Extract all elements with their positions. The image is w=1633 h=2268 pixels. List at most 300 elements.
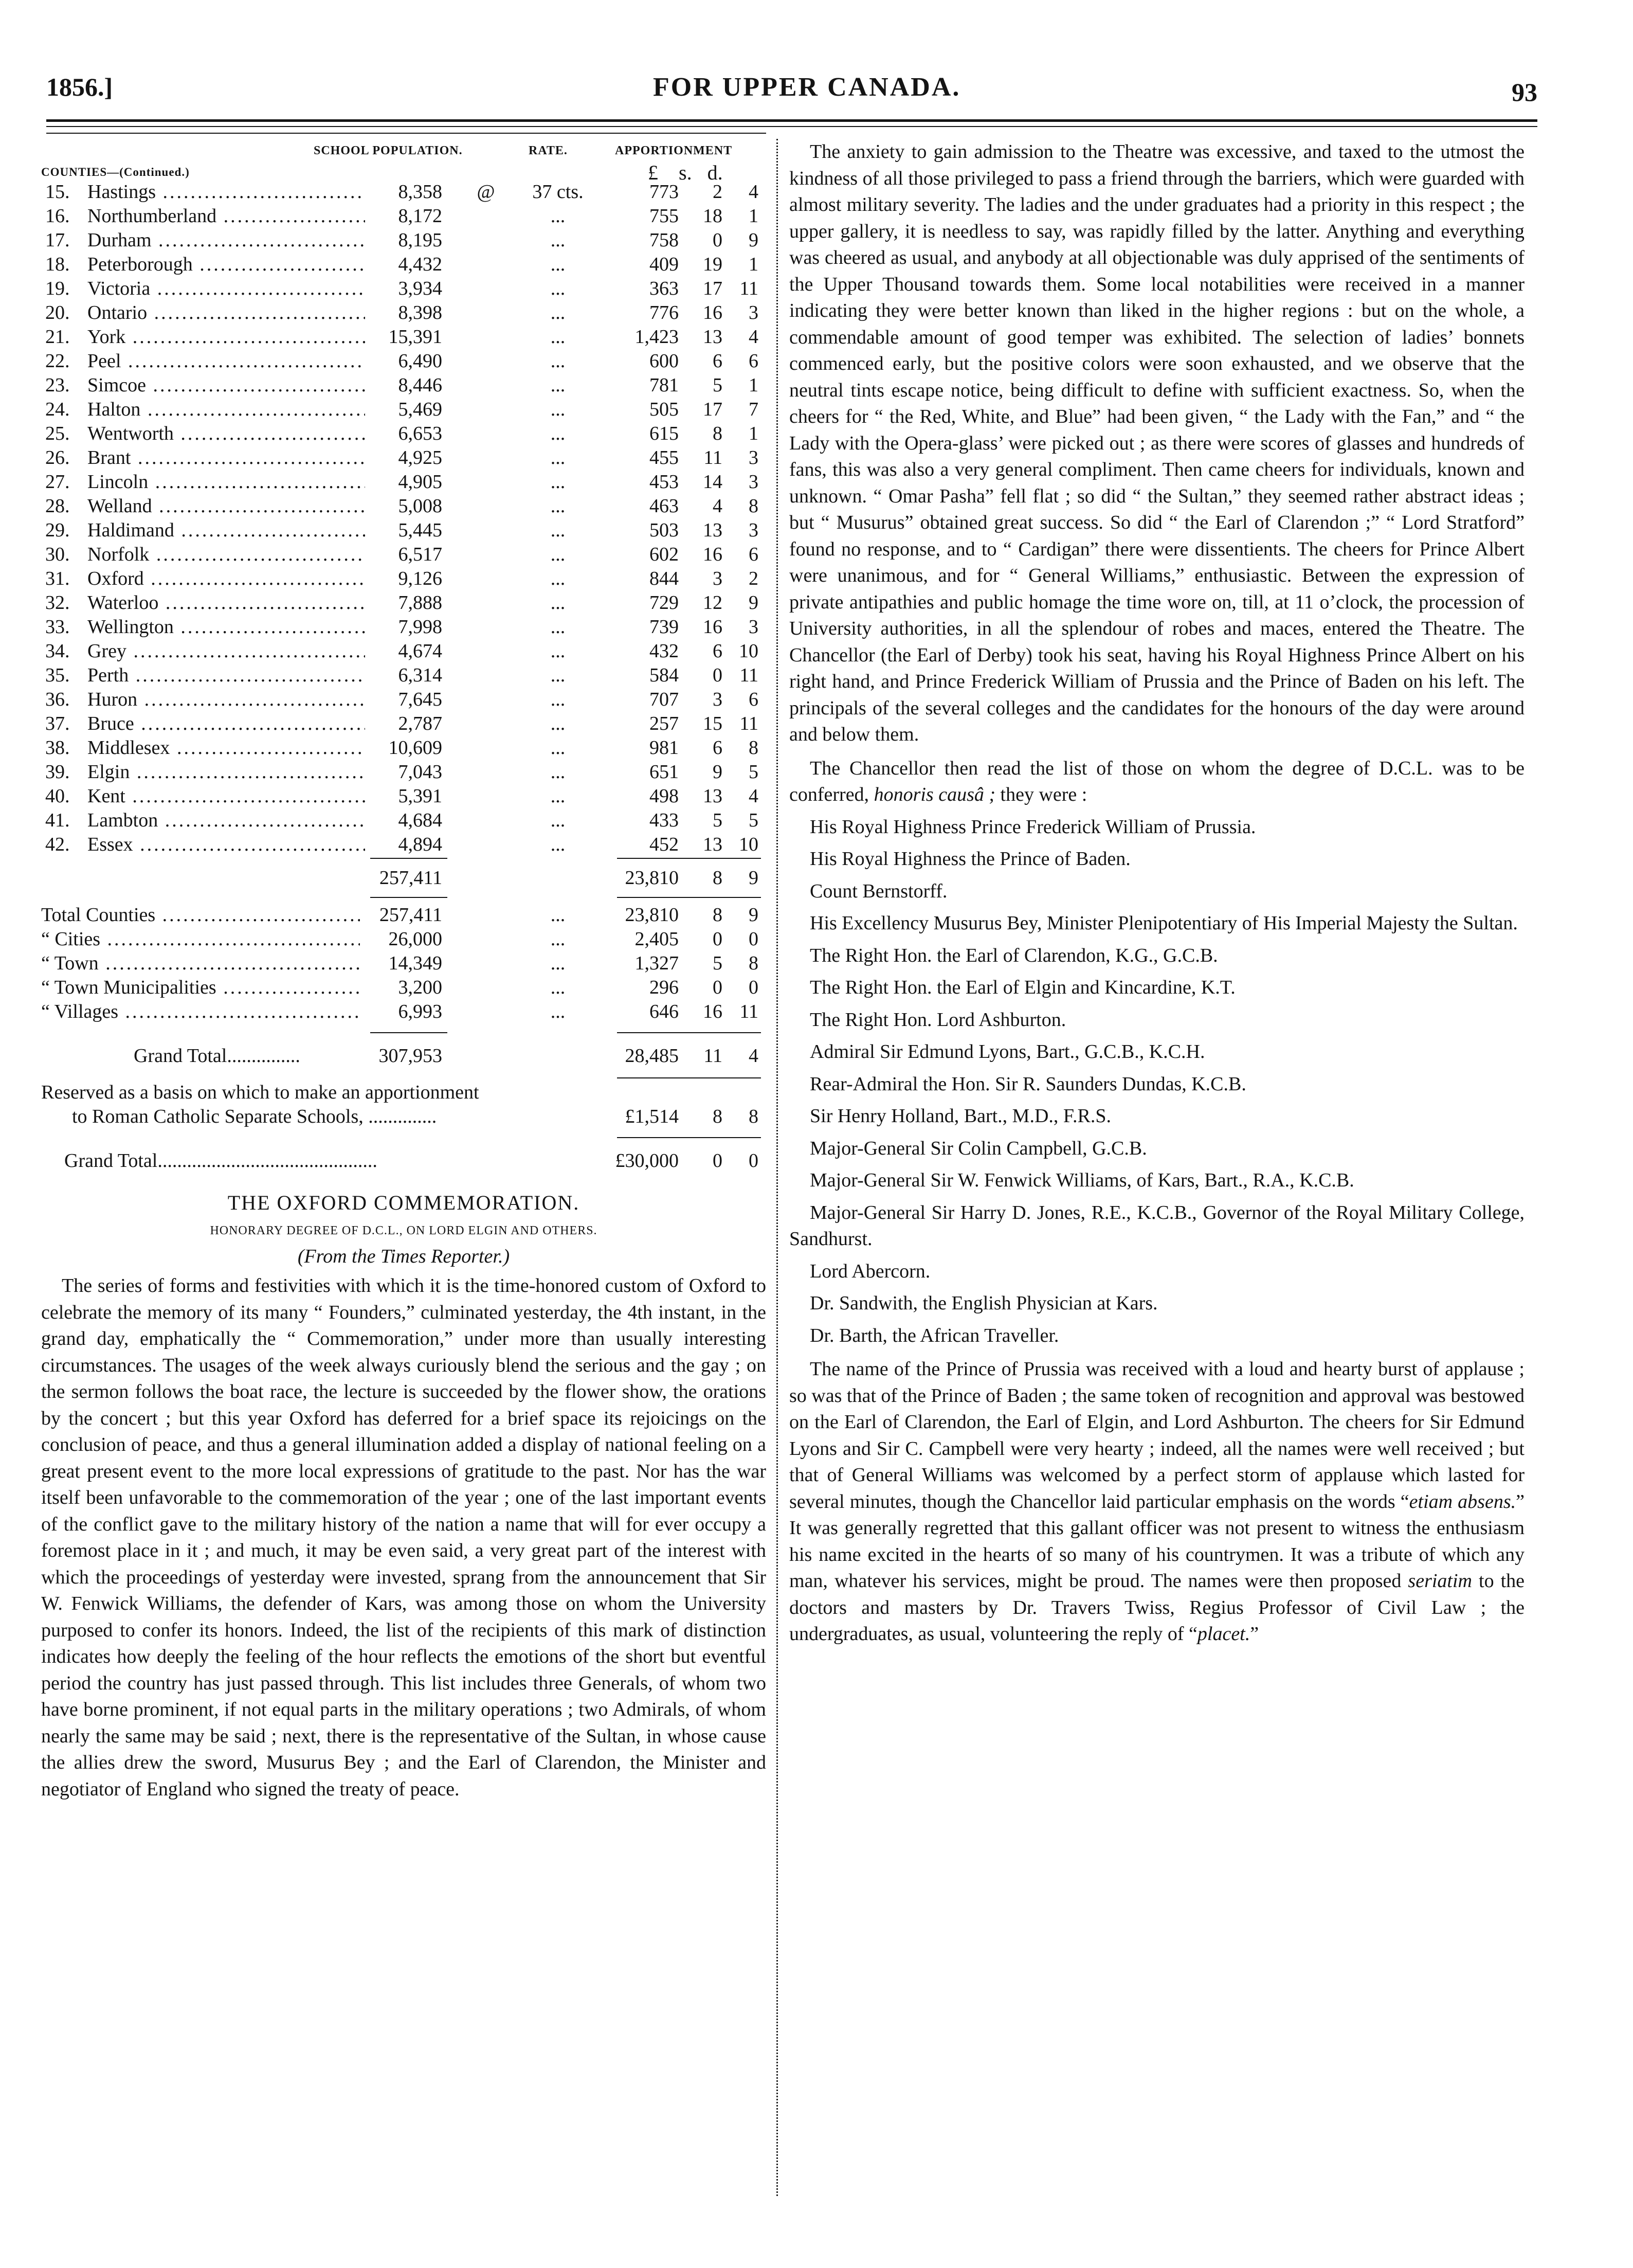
county-rate: ... xyxy=(550,592,566,614)
recipient-item: His Excellency Musurus Bey, Minister Plenipotentiary of His Imperial Majesty the Sultan. xyxy=(810,912,1518,934)
county-shillings: 16 xyxy=(703,302,722,323)
county-pence: 3 xyxy=(749,447,758,469)
recipient-item: His Royal Highness Prince Frederick William of Prussia. xyxy=(810,816,1256,838)
county-population: 5,391 xyxy=(398,785,442,807)
county-number: 40. xyxy=(45,785,70,807)
table-row xyxy=(41,615,766,639)
county-name: Durham ..... xyxy=(87,228,365,253)
total-rate: ... xyxy=(550,1001,566,1022)
county-name: Welland ..... xyxy=(87,494,365,518)
county-rate: ... xyxy=(550,544,566,565)
county-pounds: 433 xyxy=(649,809,679,831)
recipient-item: The Right Hon. the Earl of Elgin and Kincardine, K.T. xyxy=(810,977,1236,998)
county-name: Huron ..... xyxy=(87,688,365,712)
county-table xyxy=(41,180,766,857)
county-shillings: 17 xyxy=(703,399,722,420)
county-population: 2,787 xyxy=(398,713,442,734)
county-pence: 9 xyxy=(749,592,758,614)
county-rate: ... xyxy=(550,761,566,783)
county-name: Grey ..... xyxy=(87,639,365,663)
county-pounds: 739 xyxy=(649,616,679,638)
county-number: 19. xyxy=(45,278,70,299)
reserved-shillings: 8 xyxy=(713,1106,722,1127)
section-label: COUNTIES—(Continued.) xyxy=(41,166,190,178)
page-number: 93 xyxy=(1512,78,1537,106)
total-name: Total Counties ..... xyxy=(41,903,360,927)
total-rate: ... xyxy=(550,904,566,926)
total-shillings: 0 xyxy=(713,977,722,998)
county-name: Lincoln ..... xyxy=(87,470,365,494)
county-name: Ontario ..... xyxy=(87,301,365,325)
table-row xyxy=(41,349,766,373)
county-number: 30. xyxy=(45,544,70,565)
county-rate: ... xyxy=(550,399,566,420)
reception-text-a: The name of the Prince of Prussia was received with a loud and hearty burst of applause ; so was that of the Prince of Baden ; the same token of recognition and approval was bestowed on the Earl of Clarendon, the Earl of Elgin, and Lord Ashburton. The cheers for Sir Edmund Lyons and Sir C. Campbell were very hearty ; indeed, all the names were well received ; but that of General Williams was welcomed by a perfect storm of applause which lasted for several minutes, though the Chancellor laid particular emphasis on the words “ xyxy=(789,1358,1525,1513)
table-row xyxy=(41,808,766,833)
county-rate: 37 cts. xyxy=(532,181,584,203)
county-number: 33. xyxy=(45,616,70,638)
paragraph-theatre: The anxiety to gain admission to the Theatre was excessive, and taxed to the utmost the kindness of all those privileged to pass a friend through the barriers, which were guarded with almost military severity. The ladies and the under graduates had a priority in this respect ; the upper gallery, it is needless to say, was rapidly filled by the latter. Anything and everything was cheered as usual, and anybody at all objectionable was duly apprised of the sentiments of the Upper Thousand towards them. Some local notabilities were received in a manner indicating they were better known than liked in the higher regions : but on the whole, a commendable amount of good temper was exhibited. The selection of ladies’ bonnets commenced early, but the positive colors were soon exhausted, and we observe that the neutral tints escape notice, being difficult to define with sufficient exactness. So, when the cheers for “ the Red, White, and Blue” had been given, “ the Lady with the Fan,” and “ the Lady with the Opera-glass’ were picked out ; as there were scores of glasses and hundreds of fans, this was also a very general compliment. Then came cheers for individuals, known and unknown. “ Omar Pasha” fell flat ; so did “ the Sultan,” they seemed rather abstract ideas ; but “ Musurus” obtained great success. So did “ the Earl of Clarendon ;” “ Lord Stratford” found no response, and to “ Cardigan” there were dissentients. The cheers for Prince Albert were unanimous, and for “ General Williams,” enthusiastic. Between the expression of private antipathies and public homage the time wore on, till, at 11 o’clock, the procession of University authorities, in all the splendour of robes and maces, entered the Theatre. The Chancellor (the Earl of Derby) took his seat, having his Royal Highness Prince Albert on his right hand, and Prince Frederick William of Prussia and the Prince of Baden on his left. The principals of the several colleges and the candidates for the honours of the day were around and below them. xyxy=(789,141,1525,745)
county-shillings: 5 xyxy=(713,374,722,396)
total-name: “ Villages ..... xyxy=(41,1000,360,1024)
county-name: Brant ..... xyxy=(87,446,365,470)
county-population: 6,314 xyxy=(398,664,442,686)
county-rate: ... xyxy=(550,689,566,710)
county-name: Hastings ..... xyxy=(87,180,365,204)
county-pounds: 600 xyxy=(649,350,679,372)
subtotal-bottom-rule xyxy=(41,896,766,900)
header-rule-thin xyxy=(46,126,1537,127)
county-population: 7,645 xyxy=(398,689,442,710)
subtotal-shillings: 8 xyxy=(713,867,722,889)
total-shillings: 8 xyxy=(713,904,722,926)
county-rate: ... xyxy=(550,326,566,348)
county-shillings: 4 xyxy=(713,495,722,517)
county-name: Northumberland ..... xyxy=(87,204,365,228)
final-grand-total-pounds: £30,000 xyxy=(615,1150,679,1172)
reserved-rule xyxy=(41,1076,766,1081)
subtotal-pop: 257,411 xyxy=(379,867,442,889)
county-pence: 11 xyxy=(739,664,758,686)
county-pence: 10 xyxy=(739,834,758,855)
county-rate: ... xyxy=(550,664,566,686)
county-number: 23. xyxy=(45,374,70,396)
county-population: 7,998 xyxy=(398,616,442,638)
table-row xyxy=(41,833,766,857)
table-column-headers xyxy=(41,139,766,184)
county-number: 35. xyxy=(45,664,70,686)
county-shillings: 13 xyxy=(703,834,722,855)
total-row xyxy=(41,927,766,951)
article-body: The series of forms and festivities with which it is the time-honored custom of Oxford to celebrate the memory of its many “ Founders,” culminated yesterday, the 4th instant, in the grand day, emphatically the “ Commemoration,” under more than usually interesting circumstances. The usages of the week always curiously blend the serious and the gay ; on the sermon follows the boat race, the lecture is succeeded by the flower show, the orations by the concert ; but this year Oxford has deferred for a brief space its rejoicings on the conclusion of peace, and thus a general illumination added a display of national feeling on a great present event to the more local expressions of gratitude to the past. Nor has the war itself been unfavorable to the commemoration of the year ; one of the last important events of the conflict gave to the military history of the nation a name that will for ever occupy a foremost place in it ; and much, it may be even said, a very great part of the interest with which the proceedings of yesterday were invested, sprang from the announcement that Sir W. Fenwick Williams, the defender of Kars, was among those on whom the University purposed to confer its honors. Indeed, the list of the recipients of this mark of distinction indicates how deeply the feeling of the hour reflects the emotions of the short but eventful period the country has just passed through. This list includes three Generals, of whom two have borne prominent, if not equal parts in the military operations ; two Admirals, of whom nearly the same may be said ; next, there is the representative of the Sultan, in whose cause the allies drew the sword, Musurus Bey ; and the Earl of Clarendon, the Minister and negotiator of England who signed the treaty of peace. xyxy=(41,1275,766,1800)
total-population: 6,993 xyxy=(398,1001,442,1022)
county-population: 8,398 xyxy=(398,302,442,323)
county-population: 4,894 xyxy=(398,834,442,855)
table-row xyxy=(41,543,766,567)
total-pence: 11 xyxy=(739,1001,758,1022)
table-row xyxy=(41,736,766,760)
county-pounds: 615 xyxy=(649,423,679,444)
total-pence: 8 xyxy=(749,952,758,974)
total-pounds: 1,327 xyxy=(634,952,679,974)
total-row xyxy=(41,1000,766,1024)
reserved-pence: 8 xyxy=(749,1106,758,1127)
table-row xyxy=(41,325,766,349)
table-row xyxy=(41,446,766,470)
county-name: Haldimand ..... xyxy=(87,518,365,543)
county-shillings: 6 xyxy=(713,737,722,759)
county-population: 5,008 xyxy=(398,495,442,517)
rate-at-sign: @ xyxy=(477,181,495,203)
county-pence: 3 xyxy=(749,471,758,493)
header-title: FOR UPPER CANADA. xyxy=(653,73,961,102)
county-number: 20. xyxy=(45,302,70,323)
article-source: (From the Times Reporter.) xyxy=(297,1246,510,1267)
total-pounds: 23,810 xyxy=(625,904,679,926)
reserved-line1: Reserved as a basis on which to make an apportionment xyxy=(41,1082,479,1103)
county-pence: 7 xyxy=(749,399,758,420)
county-population: 6,490 xyxy=(398,350,442,372)
county-shillings: 5 xyxy=(713,809,722,831)
grand-total-label: Grand Total............... xyxy=(134,1045,300,1067)
county-pence: 1 xyxy=(749,205,758,227)
county-rate: ... xyxy=(550,568,566,589)
table-row xyxy=(41,228,766,253)
county-pounds: 602 xyxy=(649,544,679,565)
county-population: 4,905 xyxy=(398,471,442,493)
county-number: 28. xyxy=(45,495,70,517)
county-number: 22. xyxy=(45,350,70,372)
county-pounds: 432 xyxy=(649,640,679,662)
county-population: 8,172 xyxy=(398,205,442,227)
county-population: 8,195 xyxy=(398,229,442,251)
county-rate: ... xyxy=(550,834,566,855)
county-shillings: 12 xyxy=(703,592,722,614)
county-name: Halton ..... xyxy=(87,398,365,422)
total-pence: 9 xyxy=(749,904,758,926)
recipient-item: Count Bernstorff. xyxy=(810,880,948,902)
total-rate: ... xyxy=(550,977,566,998)
county-population: 7,043 xyxy=(398,761,442,783)
paragraph-chancellor xyxy=(789,755,1525,808)
chancellor-italic: honoris causâ ; xyxy=(874,784,996,805)
table-row xyxy=(41,688,766,712)
county-population: 5,469 xyxy=(398,399,442,420)
article-title: THE OXFORD COMMEMORATION. xyxy=(227,1191,580,1214)
county-pounds: 409 xyxy=(649,254,679,275)
county-rate: ... xyxy=(550,785,566,807)
reception-text-b: ” It was generally regretted that this gallant officer was not present to witness the enthusiasm his name excited in the hearts of so many of his countrymen. It was a tribute of which any man, whatever his services, might be proud. The names were then proposed xyxy=(789,1490,1525,1592)
header-rule xyxy=(46,119,1537,122)
table-row xyxy=(41,253,766,277)
total-population: 26,000 xyxy=(388,928,442,950)
county-pounds: 755 xyxy=(649,205,679,227)
county-population: 9,126 xyxy=(398,568,442,589)
county-pounds: 452 xyxy=(649,834,679,855)
county-pence: 1 xyxy=(749,423,758,444)
county-population: 7,888 xyxy=(398,592,442,614)
county-rate: ... xyxy=(550,713,566,734)
grand-total-pounds: 28,485 xyxy=(625,1045,679,1067)
county-number: 24. xyxy=(45,399,70,420)
chancellor-text-a: The Chancellor then read the list of those on whom the degree of D.C.L. was to be conferred, xyxy=(789,757,1525,805)
county-number: 26. xyxy=(45,447,70,469)
county-number: 31. xyxy=(45,568,70,589)
county-number: 41. xyxy=(45,809,70,831)
county-name: Elgin ..... xyxy=(87,760,365,784)
reserved-pounds: £1,514 xyxy=(625,1106,679,1127)
recipient-item: The Right Hon. the Earl of Clarendon, K.G., G.C.B. xyxy=(810,944,1218,966)
county-population: 5,445 xyxy=(398,519,442,541)
paragraph-reception xyxy=(789,1356,1525,1648)
county-shillings: 19 xyxy=(703,254,722,275)
county-pounds: 844 xyxy=(649,568,679,589)
final-grand-total-shillings: 0 xyxy=(713,1150,722,1172)
county-pounds: 651 xyxy=(649,761,679,783)
total-pounds: 646 xyxy=(649,1001,679,1022)
left-column xyxy=(41,139,766,1822)
county-name: Peel ..... xyxy=(87,349,365,373)
col-header-rate: RATE. xyxy=(529,144,568,157)
county-pounds: 498 xyxy=(649,785,679,807)
county-population: 6,653 xyxy=(398,423,442,444)
county-rate: ... xyxy=(550,350,566,372)
reception-text-d: ” xyxy=(1250,1623,1259,1645)
running-header xyxy=(46,72,1537,118)
county-population: 4,684 xyxy=(398,809,442,831)
table-top-rule xyxy=(46,133,766,134)
county-name: Essex ..... xyxy=(87,833,365,857)
county-shillings: 9 xyxy=(713,761,722,783)
county-number: 29. xyxy=(45,519,70,541)
table-row xyxy=(41,398,766,422)
county-number: 42. xyxy=(45,834,70,855)
county-pounds: 1,423 xyxy=(634,326,679,348)
recipient-item: Major-General Sir Harry D. Jones, R.E., K.C.B., Governor of the Royal Military College, Sandhurst. xyxy=(789,1201,1525,1250)
total-shillings: 5 xyxy=(713,952,722,974)
right-column xyxy=(789,139,1525,1648)
county-rate: ... xyxy=(550,374,566,396)
table-row xyxy=(41,567,766,591)
county-pence: 8 xyxy=(749,737,758,759)
recipient-item: Dr. Sandwith, the English Physician at Kars. xyxy=(810,1292,1158,1314)
county-rate: ... xyxy=(550,254,566,275)
county-shillings: 0 xyxy=(713,229,722,251)
total-pence: 0 xyxy=(749,977,758,998)
county-shillings: 13 xyxy=(703,785,722,807)
county-rate: ... xyxy=(550,302,566,323)
grand-total-shillings: 11 xyxy=(703,1045,722,1067)
county-pounds: 776 xyxy=(649,302,679,323)
county-rate: ... xyxy=(550,447,566,469)
table-row xyxy=(41,663,766,688)
table-row xyxy=(41,760,766,784)
county-rate: ... xyxy=(550,471,566,493)
total-row xyxy=(41,903,766,927)
county-name: Oxford ..... xyxy=(87,567,365,591)
county-shillings: 3 xyxy=(713,689,722,710)
county-name: York ..... xyxy=(87,325,365,349)
table-row xyxy=(41,204,766,228)
header-year: 1856.] xyxy=(46,73,113,101)
county-number: 16. xyxy=(45,205,70,227)
table-row xyxy=(41,470,766,494)
county-pounds: 463 xyxy=(649,495,679,517)
county-pence: 3 xyxy=(749,302,758,323)
county-number: 32. xyxy=(45,592,70,614)
grand-total-row xyxy=(41,1035,766,1076)
county-pounds: 781 xyxy=(649,374,679,396)
recipient-item: His Royal Highness the Prince of Baden. xyxy=(810,848,1131,870)
county-pounds: 758 xyxy=(649,229,679,251)
subtotal-pence: 9 xyxy=(749,867,758,889)
county-number: 15. xyxy=(45,181,70,203)
county-population: 4,925 xyxy=(398,447,442,469)
table-row xyxy=(41,180,766,204)
reception-italic-3: placet. xyxy=(1197,1623,1250,1645)
county-rate: ... xyxy=(550,423,566,444)
county-pence: 11 xyxy=(739,278,758,299)
table-row xyxy=(41,712,766,736)
county-name: Perth ..... xyxy=(87,663,365,688)
reception-italic-1: etiam absens. xyxy=(1409,1490,1516,1513)
table-row xyxy=(41,591,766,615)
county-name: Simcoe ..... xyxy=(87,373,365,398)
county-population: 10,609 xyxy=(388,737,442,759)
total-population: 14,349 xyxy=(388,952,442,974)
county-pence: 5 xyxy=(749,761,758,783)
table-row xyxy=(41,301,766,325)
final-grand-total-label: Grand Total............................................. xyxy=(64,1150,377,1172)
county-name: Bruce ..... xyxy=(87,712,365,736)
county-name: Lambton ..... xyxy=(87,808,365,833)
total-shillings: 16 xyxy=(703,1001,722,1022)
table-row xyxy=(41,518,766,543)
county-pounds: 707 xyxy=(649,689,679,710)
county-pence: 6 xyxy=(749,689,758,710)
county-pence: 6 xyxy=(749,350,758,372)
county-pence: 11 xyxy=(739,713,758,734)
county-shillings: 18 xyxy=(703,205,722,227)
county-pounds: 981 xyxy=(649,737,679,759)
article-subtitle: HONORARY DEGREE OF D.C.L., ON LORD ELGIN AND OTHERS. xyxy=(210,1224,597,1237)
county-rate: ... xyxy=(550,495,566,517)
county-population: 8,358 xyxy=(398,181,442,203)
county-number: 36. xyxy=(45,689,70,710)
recipients-list xyxy=(789,814,1525,1349)
county-number: 17. xyxy=(45,229,70,251)
county-rate: ... xyxy=(550,616,566,638)
reserved-text: to Roman Catholic Separate Schools, .............. xyxy=(72,1106,437,1127)
reception-text-c: to the doctors and masters by Dr. Travers Twiss, Regius Professor of Civil Law ; the undergraduates, as usual, volunteering the reply of “ xyxy=(789,1570,1525,1645)
reserved-line2 xyxy=(41,1105,766,1129)
county-shillings: 13 xyxy=(703,326,722,348)
recipient-item: Major-General Sir Colin Campbell, G.C.B. xyxy=(810,1137,1147,1159)
county-population: 6,517 xyxy=(398,544,442,565)
county-rate: ... xyxy=(550,205,566,227)
county-pounds: 257 xyxy=(649,713,679,734)
county-rate: ... xyxy=(550,229,566,251)
county-pence: 1 xyxy=(749,254,758,275)
recipient-item: Rear-Admiral the Hon. Sir R. Saunders Dundas, K.C.B. xyxy=(810,1073,1246,1095)
county-pounds: 584 xyxy=(649,664,679,686)
county-number: 18. xyxy=(45,254,70,275)
total-rate: ... xyxy=(550,952,566,974)
column-divider xyxy=(776,139,778,2196)
chancellor-text-b: they were : xyxy=(1000,784,1087,805)
recipient-item: Lord Abercorn. xyxy=(810,1260,931,1282)
county-pence: 2 xyxy=(749,568,758,589)
county-shillings: 8 xyxy=(713,423,722,444)
county-shillings: 13 xyxy=(703,519,722,541)
county-shillings: 14 xyxy=(703,471,722,493)
county-name: Victoria ..... xyxy=(87,277,365,301)
total-name: “ Town Municipalities ..... xyxy=(41,976,360,1000)
county-pounds: 363 xyxy=(649,278,679,299)
county-pence: 3 xyxy=(749,519,758,541)
county-population: 15,391 xyxy=(388,326,442,348)
county-population: 8,446 xyxy=(398,374,442,396)
county-shillings: 0 xyxy=(713,664,722,686)
county-name: Wellington ..... xyxy=(87,615,365,639)
county-pence: 9 xyxy=(749,229,758,251)
col-header-lsd: £ s. d. xyxy=(648,161,723,184)
table-row xyxy=(41,639,766,663)
recipient-item: Major-General Sir W. Fenwick Williams, of Kars, Bart., R.A., K.C.B. xyxy=(810,1169,1354,1191)
reserved-block xyxy=(41,1081,766,1129)
final-total-rule xyxy=(41,1136,766,1140)
county-pounds: 773 xyxy=(649,181,679,203)
table-row xyxy=(41,494,766,518)
grand-total-rule xyxy=(41,1031,766,1035)
recipient-item: Admiral Sir Edmund Lyons, Bart., G.C.B., K.C.H. xyxy=(810,1041,1205,1063)
totals-table xyxy=(41,903,766,1024)
county-name: Waterloo ..... xyxy=(87,591,365,615)
table-row xyxy=(41,784,766,808)
county-shillings: 16 xyxy=(703,616,722,638)
col-header-apportionment: APPORTIONMENT xyxy=(615,144,733,157)
county-name: Wentworth ..... xyxy=(87,422,365,446)
total-name: “ Town ..... xyxy=(41,951,360,976)
county-pounds: 503 xyxy=(649,519,679,541)
county-pence: 3 xyxy=(749,616,758,638)
county-name: Norfolk ..... xyxy=(87,543,365,567)
table-row xyxy=(41,422,766,446)
total-rate: ... xyxy=(550,928,566,950)
county-pence: 4 xyxy=(749,785,758,807)
reception-italic-2: seriatim xyxy=(1408,1570,1472,1592)
county-rate: ... xyxy=(550,809,566,831)
total-population: 3,200 xyxy=(398,977,442,998)
recipient-item: Sir Henry Holland, Bart., M.D., F.R.S. xyxy=(810,1105,1111,1127)
county-number: 37. xyxy=(45,713,70,734)
recipient-item: Dr. Barth, the African Traveller. xyxy=(810,1324,1059,1346)
county-shillings: 11 xyxy=(703,447,722,469)
subtotal-pounds: 23,810 xyxy=(625,867,679,889)
county-shillings: 6 xyxy=(713,640,722,662)
county-number: 34. xyxy=(45,640,70,662)
county-name: Peterborough ..... xyxy=(87,253,365,277)
county-shillings: 3 xyxy=(713,568,722,589)
county-shillings: 17 xyxy=(703,278,722,299)
county-pounds: 453 xyxy=(649,471,679,493)
county-pence: 4 xyxy=(749,326,758,348)
grand-total-pop: 307,953 xyxy=(378,1045,442,1067)
county-pounds: 729 xyxy=(649,592,679,614)
county-rate: ... xyxy=(550,640,566,662)
county-pounds: 505 xyxy=(649,399,679,420)
county-name: Middlesex ..... xyxy=(87,736,365,760)
